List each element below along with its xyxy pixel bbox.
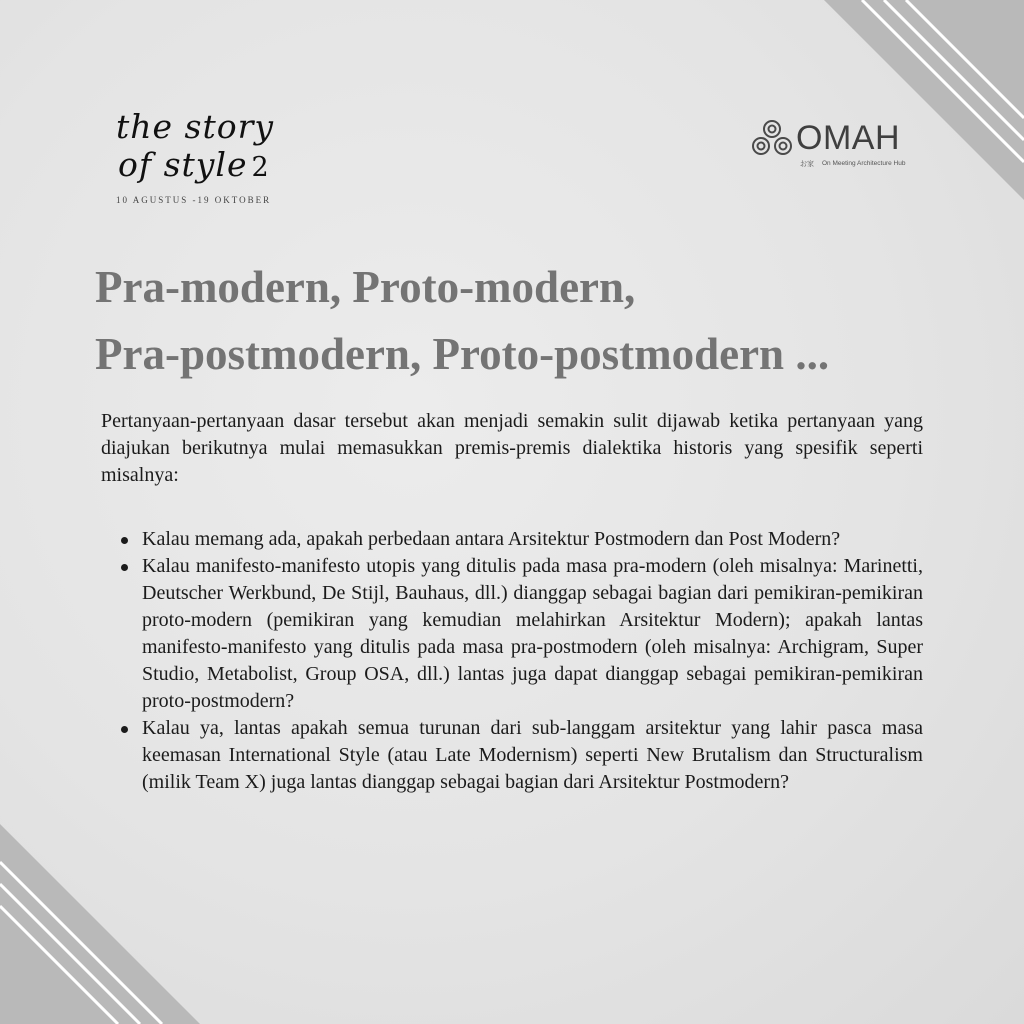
list-item-text: Kalau ya, lantas apakah semua turunan dari sub-langgam arsitektur yang lahir pasca masa keemasan International Style (atau Late Modernism) seperti New Brutalism dan Structuralism (milik Team X) juga lantas dianggap sebagai bagian dari Arsitektur Postmodern? <box>142 717 923 793</box>
brand-dates: 10 AGUSTUS -19 OKTOBER <box>116 195 272 205</box>
triple-spiral-icon <box>750 118 794 158</box>
event-brand <box>116 108 274 205</box>
list-item-text: Kalau memang ada, apakah perbedaan antara Arsitektur Postmodern dan Post Modern? <box>142 528 841 550</box>
logo-sub-jp: お家 <box>800 160 814 168</box>
intro-paragraph: Pertanyaan-pertanyaan dasar tersebut akan menjadi semakin sulit dijawab ketika pertanyaan yang diajukan berikutnya mulai memasukkan premis-premis dialektika historis yang spesifik seperti misalnya: <box>101 410 923 486</box>
question-list <box>101 526 923 796</box>
brand-line-2-text: of style <box>118 145 248 184</box>
title-line-1: Pra-modern, Proto-modern, <box>95 262 636 312</box>
title-line-2: Pra-postmodern, Proto-postmodern ... <box>95 329 830 379</box>
corner-decoration-bottom-left <box>0 824 200 1024</box>
body-text <box>101 408 923 796</box>
list-item-text: Kalau manifesto-manifesto utopis yang ditulis pada masa pra-modern (oleh misalnya: Marinetti, Deutscher Werkbund, De Stijl, Bauhaus, dll.) dianggap sebagai bagian dari pemikiran-pemikiran proto-modern (pemikiran yang kemudian melahirkan Arsitektur Modern); apakah lantas manifesto-manifesto yang ditulis pada masa pra-postmodern (oleh misalnya: Archigram, Super Studio, Metabolist, Group OSA, dll.) lantas juga dapat dianggap sebagai pemikiran-pemikiran proto-postmodern? <box>142 555 923 712</box>
brand-line-2 <box>116 146 274 187</box>
logo-subtitle: On Meeting Architecture Hub <box>822 160 906 167</box>
corner-triangle <box>0 824 200 1024</box>
logo-wordmark: OMAH <box>796 119 900 157</box>
bullet-dot-icon <box>121 564 128 571</box>
brand-line-1: the story <box>116 107 275 146</box>
list-item <box>142 526 923 553</box>
list-item <box>142 715 923 796</box>
omah-logo <box>750 118 940 178</box>
page-title <box>95 254 995 388</box>
bullet-dot-icon <box>121 537 128 544</box>
list-item <box>142 553 923 715</box>
brand-number: 2 <box>251 152 270 183</box>
bullet-dot-icon <box>121 726 128 733</box>
